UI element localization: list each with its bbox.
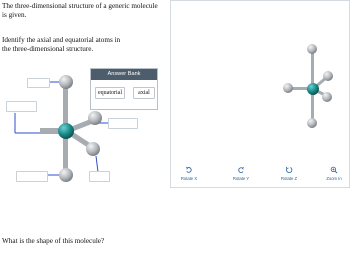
instruction-text: Identify the axial and equatorial atoms in the three-dimensional structure. bbox=[2, 36, 121, 53]
answer-bank-title: Answer Bank bbox=[91, 69, 157, 80]
zoom-in-label: Zoom In bbox=[326, 176, 342, 181]
drop-target-bottom-right[interactable] bbox=[89, 171, 110, 182]
zoom-in-button[interactable] bbox=[319, 166, 349, 181]
axial-atom-bottom bbox=[59, 168, 73, 182]
drop-target-bottom-left[interactable] bbox=[16, 171, 48, 182]
rotate-z-label: Rotate Z bbox=[280, 176, 298, 181]
viewer-atom-right bbox=[323, 71, 333, 81]
viewer-central-atom bbox=[307, 83, 319, 95]
viewer-atom-front bbox=[322, 92, 332, 102]
rotate-x-icon bbox=[185, 166, 193, 174]
zoom-in-icon bbox=[330, 166, 338, 174]
axial-atom-top bbox=[59, 75, 73, 89]
answer-chip-axial[interactable]: axial bbox=[133, 87, 155, 99]
rotate-x-label: Rotate X bbox=[180, 176, 198, 181]
drop-target-top[interactable] bbox=[27, 78, 50, 88]
drop-target-left[interactable] bbox=[6, 101, 37, 112]
rotate-y-button[interactable] bbox=[226, 166, 256, 181]
viewer-molecule[interactable] bbox=[279, 41, 339, 131]
rotate-x-button[interactable] bbox=[174, 166, 204, 181]
rotate-z-icon bbox=[285, 166, 293, 174]
drop-target-right[interactable] bbox=[108, 118, 138, 129]
equatorial-atom-front bbox=[86, 142, 100, 156]
viewer-atom-bottom bbox=[307, 118, 317, 128]
viewer-atom-left bbox=[283, 83, 293, 93]
equatorial-atom-right bbox=[88, 111, 102, 125]
rotate-y-icon bbox=[237, 166, 245, 174]
rotate-z-button[interactable] bbox=[274, 166, 304, 181]
intro-text: The three-dimensional structure of a generic molecule is given. bbox=[2, 2, 158, 19]
rotate-y-label: Rotate Y bbox=[232, 176, 250, 181]
central-atom bbox=[58, 123, 74, 139]
answer-chip-equatorial[interactable]: equatorial bbox=[95, 87, 125, 99]
leader-line-bottom-right bbox=[96, 156, 98, 172]
answer-bank bbox=[90, 68, 158, 110]
viewer-atom-top bbox=[307, 44, 317, 54]
shape-question-text: What is the shape of this molecule? bbox=[2, 237, 105, 245]
molecule-viewer[interactable] bbox=[170, 0, 350, 188]
